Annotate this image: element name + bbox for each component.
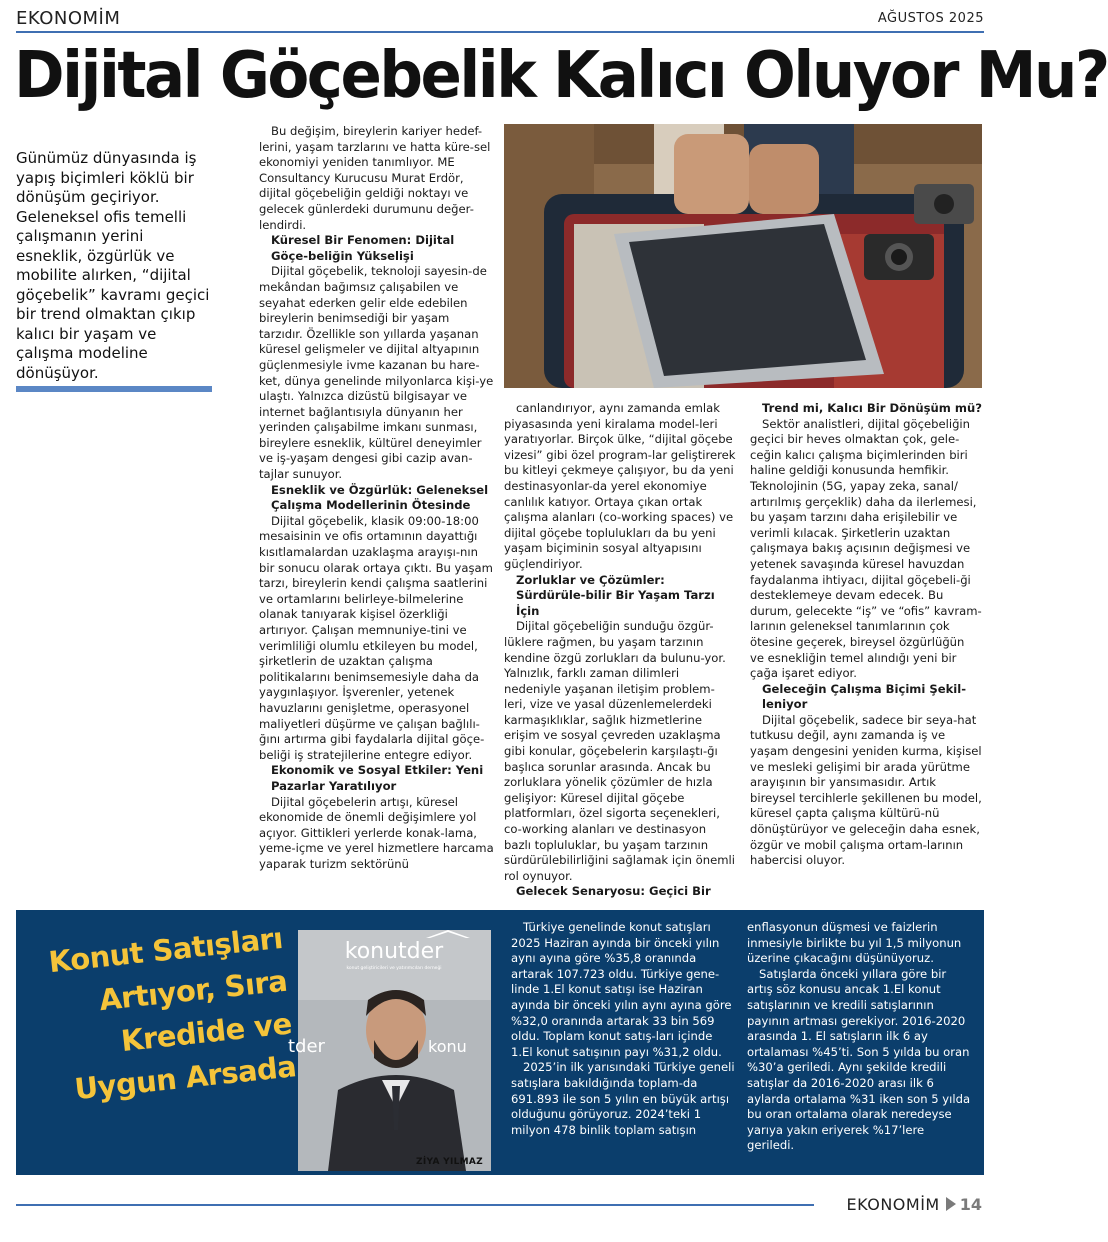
footer-section-label: EKONOMİM: [846, 1194, 940, 1214]
paragraph: Dijital göçebeliğin sunduğu özgür-lüklere rağmen, bu yaşam tarzının kendine özgü zorlukları da bulunu-yor. Yalnızlık, farklı zaman dilimleri nedeniyle yaşanan iletişim problem-leri, vize ve yasal düzenlemelerdeki karmaşıklıklar, sağlık hizmetlerine erişim ve sosyal çevreden uzaklaşma gibi konular, göçebelerin karşılaştı-ğı başlıca sorunlar arasında. Ancak bu zorluklara yönelik çözümler de hızla gelişiyor: Küresel dijital göçebe platformları, özel sigorta seçenekleri, co-working alanları ve destinasyon bazlı topluluklar, bu yaşam tarzının sürdürülebilirliğini sağlamak için önemli rol oynuyor.: [504, 619, 735, 883]
sidebar-title-line: Konut Satışları: [47, 920, 285, 980]
paragraph: Satışlarda önceki yıllara göre bir artış söz konusu ancak 1.El konut satışlarının ve kredili satışlarının payının artması gerekiyor. 2016-2020 arasında 1. El satışların ilk 6 ay ortalaması %45’ti. Son 5 yılda bu oran %30’a geriledi. Aynı şekilde kredili satışlar da 2016-2020 arası ilk 6 aylarda ortalama %31 iken son 5 yılda bu oran ortalama olarak neredeyse yarıya yakın eriyerek %17’lere geriledi.: [747, 966, 971, 1153]
subheading: Esneklik ve Özgürlük: Geleneksel Çalışma Modellerinin Ötesinde: [271, 482, 489, 513]
subheading: Küresel Bir Fenomen: Dijital Göçe-beliğin Yükselişi: [271, 233, 455, 263]
photo-illustration: [504, 124, 982, 388]
portrait-caption: ZİYA YILMAZ: [416, 1157, 483, 1167]
sidebar-title: [22, 917, 299, 1115]
subheading: Trend mi, Kalıcı Bir Dönüşüm mü?: [762, 401, 982, 415]
issue-date: AĞUSTOS 2025: [877, 11, 984, 26]
page-footer: [847, 1193, 982, 1215]
top-rule: [16, 31, 984, 33]
sidebar-title-line: Kredide ve: [119, 1006, 294, 1059]
paragraph: Dijital göçebelik, teknoloji sayesin-de mekândan bağımsız çalışabilen ve seyahat ederken gelir elde edebilen bireylerin benimsediği bir yaşam tarzıdır. Özellikle son yıllarda yaşanan küresel gelişmeler ve dijital altyapının güçlenmesiyle ivme kazanan bu hare-ket, dünya genelinde milyonlarca kişi-ye ulaştı. Yalnızca dizüstü bilgisayar ve internet bağlantısıyla dünyanın her yerinden çalışabilme imkanı sunması, bireylere esneklik, kültürel deneyimler ve iş-yaşam dengesi gibi cazip avan-tajlar sunuyor.: [259, 264, 494, 482]
subheading: Geleceğin Çalışma Biçimi Şekil-leniyor: [762, 681, 967, 712]
paragraph: Sektör analistleri, dijital göçebeliğin geçici bir heves olmaktan çok, gele-ceğin kalıcı çalışma biçimlerinden biri haline geldiği konusunda hemfikir. Teknolojinin (5G, yapay zeka, sanal/ artırılmış gerçeklik) daha da ilerlemesi, bu yaşam tarzını daha erişilebilir ve verimli kılacak. Şirketlerin uzaktan çalışmaya bakış açısının değişmesi ve yetenek savaşında küresel havuzdan faydalanma ihtiyacı, dijital göçebeli-ği desteklemeye devam edecek. Bu durum, gelecekte “iş” ve “ofis” kavram-larının geleneksel tanımlarının çok ötesine geçerek, bireysel özgürlüğün ve esnekliğin temel alındığı yeni bir çağa işaret ediyor.: [750, 416, 982, 681]
paragraph: Türkiye genelinde konut satışları 2025 Haziran ayında bir önceki yılın aynı ayına göre %35,8 oranında artarak 107.723 oldu. Türkiye gene-linde 1.El konut satışı ise Haziran ayında bir önceki yılın aynı ayına göre %32,0 oranında artarak 33 bin 569 oldu. Toplam konut satış-ları içinde 1.El konut satışının payı %31,2 oldu.: [511, 920, 732, 1059]
sidebar-column-2: [747, 920, 973, 1154]
section-label: EKONOMİM: [16, 8, 121, 29]
article-column-3: [750, 401, 982, 869]
footer-rule: [16, 1204, 814, 1206]
subheading: Gelecek Senaryosu: Geçici Bir: [516, 884, 711, 899]
lead-accent-bar: [16, 386, 212, 392]
laptop-suitcase-photo: [504, 124, 982, 388]
article-column-1: [259, 124, 495, 873]
backdrop-logo-text: konutder: [344, 939, 444, 964]
paragraph: Dijital göçebelik, sadece bir seya-hat tutkusu değil, aynı zamanda iş ve yaşam dengesini yeniden kurma, kişisel ve mesleki gelişimi bir arada yürütme arayışının bir yansımasıdır. Artık bireysel tercihlerle şekillenen bu model, küresel çapta çalışma kültürü-nü dönüştürüyor ve geleceğin daha esnek, özgür ve mobil çalışma ortam-larının habercisi oluyor.: [750, 712, 982, 868]
top-bar: [16, 8, 984, 30]
article-column-2: [504, 401, 736, 900]
backdrop-logo-text-2: tder: [288, 1036, 325, 1057]
play-arrow-icon: [946, 1197, 956, 1211]
paragraph: Dijital göçebelerin artışı, küresel ekonomide de önemli değişimlere yol açıyor. Gittikleri yerlerde konak-lama, yeme-içme ve yerel hizmetlere harcama yaparak turizm sektörünü: [259, 794, 494, 871]
paragraph: canlandırıyor, aynı zamanda emlak piyasasında yeni kiralama model-leri yaratıyorlar. Birçok ülke, “dijital göçebe vizesi” gibi özel program-lar geliştirerek bu kitleyi çekmeye çalışıyor, bu da yeni destinasyonlar-da yerel ekonomiye canlılık katıyor. Ortaya çıkan ortak çalışma alanları (co-working spaces) ve dijital göçebe toplulukları da bu yeni yaşam biçiminin sosyal altyapısını güçlendiriyor.: [504, 401, 736, 571]
sidebar-column-1: [511, 920, 737, 1138]
subheading: Zorluklar ve Çözümler: Sürdürüle-bilir Bir Yaşam Tarzı İçin: [516, 572, 715, 618]
page-number: 14: [959, 1194, 982, 1214]
paragraph: enflasyonun düşmesi ve faizlerin inmesiyle birlikte bu yıl 1,5 milyonun üzerine çıkacağını düşünüyoruz.: [747, 920, 962, 966]
portrait-photo: [288, 930, 491, 1171]
backdrop-logo-text-3: konu: [428, 1037, 467, 1056]
paragraph: Dijital göçebelik, klasik 09:00-18:00 mesaisinin ve ofis ortamının dayattığı kısıtlamalardan uzaklaşma arayışı-nın bir sonucu olarak ortaya çıktı. Bu yaşam tarzı, bireylerin kendi çalışma saatlerini ve ortamlarını belirleye-bilmelerine olanak tanıyarak kişisel özerkliği artırıyor. Çalışan memnuniye-tini ve verimliliği olumlu etkileyen bu model, şirketlerin de uzaktan çalışma politikalarını benimsemesiyle daha da yaygınlaşıyor. İşverenler, yetenek havuzlarını genişletme, operasyonel maliyetleri düşürme ve çalışan bağlılı-ğını artırma gibi faydalarla dijital göçe-beliği iş stratejilerine entegre ediyor.: [259, 513, 493, 762]
sidebar-title-line: Uygun Arsada: [72, 1049, 298, 1107]
portrait-illustration: [288, 930, 491, 1171]
subheading: Ekonomik ve Sosyal Etkiler: Yeni Pazarlar Yaratılıyor: [271, 763, 484, 793]
paragraph: 2025’in ilk yarısındaki Türkiye geneli satışlara bakıldığında toplam-da 691.893 ile son 5 yılın en büyük artışı olduğunu görüyoruz. 2024’teki 1 milyon 478 binlik toplam satışın: [511, 1060, 735, 1137]
article-headline: Dijital Göçebelik Kalıcı Oluyor Mu?: [14, 38, 1108, 113]
backdrop-logo-subtext: konut geliştiricileri ve yatırımcıları derneği: [346, 966, 442, 971]
article-lead: Günümüz dünyasında iş yapış biçimleri köklü bir dönüşüm geçiriyor. Geleneksel ofis temelli çalışmanın yerini esneklik, özgürlük ve mobilite alırken, “dijital göçebelik” kavramı geçici bir trend olmaktan çıkıp kalıcı bir yaşam ve çalışma modeline dönüşüyor.: [16, 149, 210, 382]
paragraph: Bu değişim, bireylerin kariyer hedef-lerini, yaşam tarzlarını ve hatta küre-sel ekonomiyi yeniden tanımlıyor. ME Consultancy Kurucusu Murat Erdör, dijital göçebeliğin geldiği noktayı ve gelecek günlerdeki durumunu değer-lendirdi.: [259, 124, 491, 232]
sidebar-title-line: Artıyor, Sıra: [97, 963, 289, 1018]
